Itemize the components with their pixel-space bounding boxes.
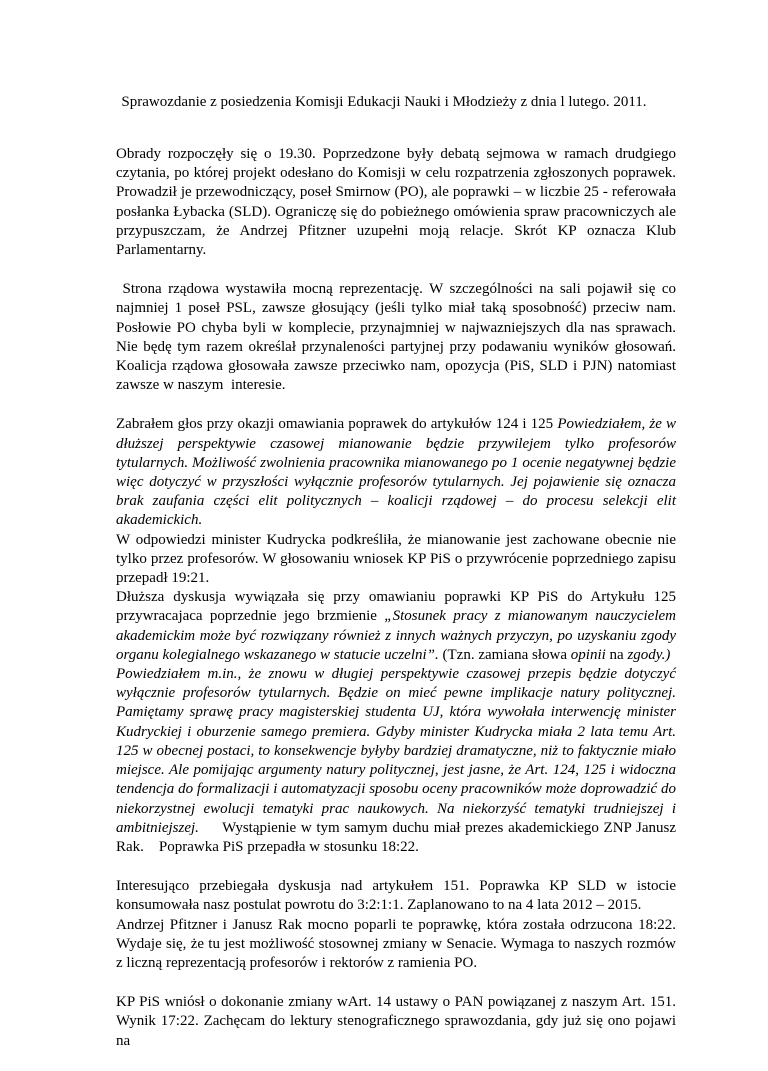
paragraph-text: (Tzn. zamiana słowa — [442, 646, 571, 663]
italic-quote: Powiedziałem m.in., że znowu w długiej perspektywie czasowej przepis będzie dotyczyć wyłącznie profesorów tytularnych. Będzie on mieć pewne implikacje natury politycznej. Pamiętamy sprawę pracy magisterskiej studenta UJ, która wywołała interwencję minister Kudryckiej i oburzenie samego premiera. Gdyby minister Kudrycka miała 2 lata temu Art. 125 w obecnej postaci, to konsekwencje byłyby bardziej dramatyczne, niż to faktycznie miało miejsce. Ale pomijając argumenty natury politycznej, jest jasne, że Art. 124, 125 i widoczna tendencja do formalizacji i automatyzacji sposobu oceny pracowników może doprowadzić do niekorzystnej ewolucji tematyki prac naukowych. Na niekorzyść tematyki trudniejszej i ambitniejszej. — [116, 666, 676, 836]
paragraph-articles-124-125 — [116, 415, 680, 857]
paragraph-pan-act: KP PiS wniósł o dokonanie zmiany wArt. 14 ustawy o PAN powiązanej z naszym Art. 151. Wynik 17:22. Zachęcam do lektury stenograficznego sprawozdania, gdy już się ono pojawi na — [116, 994, 676, 1049]
paragraph-opening: Obrady rozpoczęły się o 19.30. Poprzedzone były debatą sejmowa w ramach drudgiego czytania, po której projekt odesłano do Komisji w celu rozpatrzenia zgłoszonych poprawek. Prowadził je przewodniczący, poseł Smirnow (PO), ale poprawki – w liczbie 25 - referowała posłanka Łybacka (SLD). Ograniczę się do pobieżnego omówienia spraw pracowniczych ale przypuszczam, że Andrzej Pfitzner uzupełni moją relacje. Skrót KP oznacza Klub Parlamentarny. — [116, 146, 676, 259]
paragraph-text: na — [605, 646, 628, 663]
paragraph-government-side: Strona rządowa wystawiła mocną reprezentację. W szczególności na sali pojawił się co najmniej 1 poseł PSL, zawsze głosujący (jeśli tylko miał taką sposobność) przeciw nam. Posłowie PO chyba byli w komplecie, przynajmniej w najwazniejszych dla nas sprawach. Nie będę tym razem określał przynaleności partyjnej przy podawaniu wyników głosowań. Koalicja rządowa głosowała zawsze przeciwko nam, opozycja (PiS, SLD i PJN) natomiast zawsze w naszym interesie. — [116, 281, 680, 394]
paragraph-text: Interesująco przebiegała dyskusja nad artykułem 151. Poprawka KP SLD w istocie konsumowała nasz postulat powrotu do 3:2:1:1. Zaplanowano to na 4 lata 2012 – 2015. — [116, 878, 676, 914]
paragraph-text: Zabrałem głos przy okazji omawiania poprawek do artykułów 124 i 125 — [116, 416, 558, 433]
italic-quote: „Stosunek pracy z mianowanym nauczycielem akademickim może być rozwiązany również z innych ważnych przyczyn, po uzyskaniu zgody organu kolegialnego wskazanego w statucie uczelni”. — [116, 608, 676, 663]
document-body — [116, 145, 680, 1071]
paragraph-text: Dłuższa dyskusja wywiązała się przy omawianiu poprawki KP PiS do Artykułu 125 przywracajaca poprzednie jego brzmienie — [116, 589, 676, 625]
paragraph-text: Andrzej Pfitzner i Janusz Rak mocno poparli te poprawkę, która została odrzucona 18:22. Wydaje się, że tu jest możliwość stosownej zmiany w Senacie. Wymaga to naszych rozmów z liczną reprezentacją profesorów i rektorów z ramienia PO. — [116, 916, 676, 971]
paragraph-text: Wystąpienie w tym samym duchu miał prezes akademickiego ZNP Janusz Rak. Poprawka PiS przepadła w stosunku 18:22. — [116, 819, 680, 855]
document-title: Sprawozdanie z posiedzenia Komisji Edukacji Nauki i Młodzieży z dnia l lutego. 2011. — [121, 94, 647, 110]
italic-word: opinii — [570, 646, 606, 663]
italic-word: zgody.) — [627, 646, 671, 663]
paragraph-article-151 — [116, 877, 676, 973]
italic-quote: Powiedziałem, że w dłuższej perspektywie czasowej mianowanie będzie przywilejem tylko profesorów tytularnych. Możliwość zwolnienia pracownika mianowanego po 1 ocenie negatywnej będzie więc dotyczyć w przyszłości wyłącznie profesorów tytularnych. Jej pojawienie się oznacza brak zaufania części elit politycznych – koalicji rządowej – do procesu selekcji elit akademickich. — [116, 416, 677, 529]
paragraph-text: W odpowiedzi minister Kudrycka podkreśliła, że mianowanie jest zachowane obecnie nie tylko przez profesorów. W głosowaniu wniosek KP PiS o przywrócenie poprzedniego zapisu przepadł 19:21. — [116, 531, 676, 587]
